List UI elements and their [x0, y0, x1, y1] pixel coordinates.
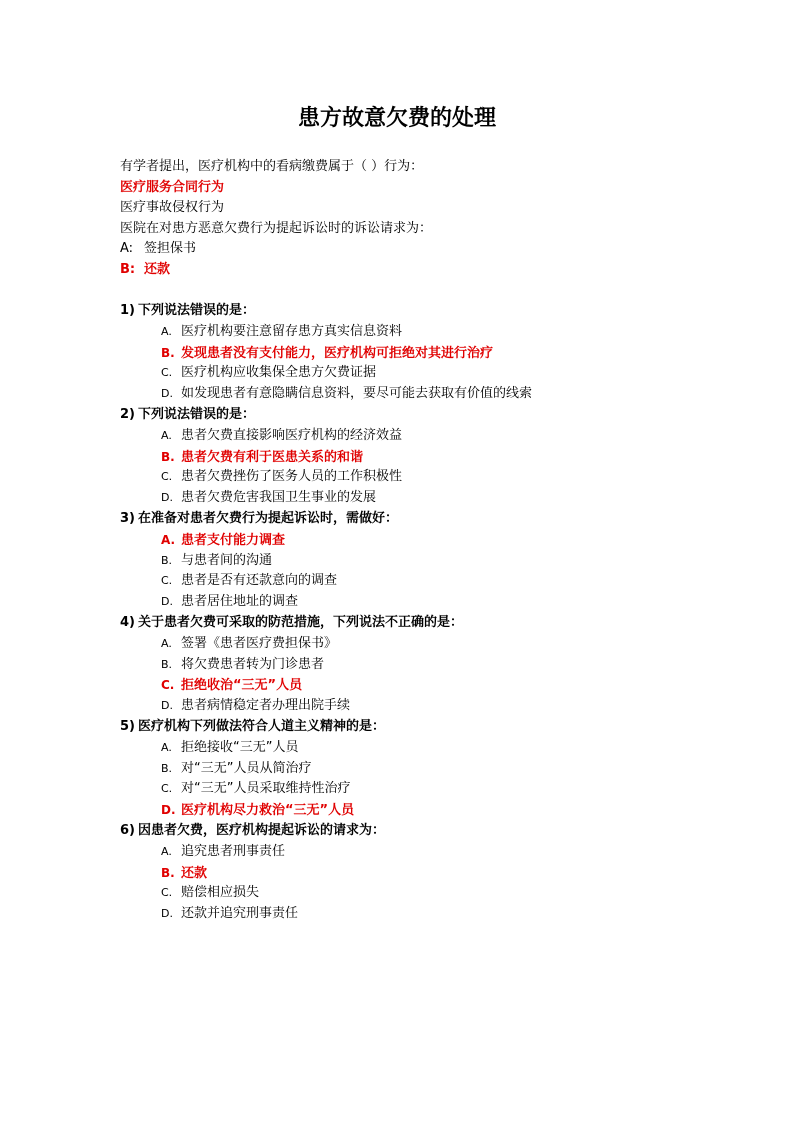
option-label: D.	[161, 803, 176, 818]
option-text: 对“三无”人员采取维持性治疗	[181, 781, 351, 797]
option-label: A.	[161, 324, 172, 338]
option-label: B:	[120, 261, 136, 277]
answer-option	[120, 363, 740, 384]
answer-option	[120, 384, 740, 405]
option-label: A:	[120, 241, 134, 256]
question-title	[120, 301, 740, 322]
option-text: 患者欠费直接影响医疗机构的经济效益	[181, 427, 403, 443]
intro-line: 医疗服务合同行为	[120, 179, 225, 195]
question-text: 关于患者欠费可采取的防范措施，下列说法不正确的是：	[138, 614, 464, 630]
option-text: 还款	[181, 865, 208, 881]
option-label: D.	[161, 699, 173, 713]
question-title	[120, 821, 740, 842]
question-number: 3)	[120, 510, 135, 526]
question-title	[120, 613, 740, 634]
answer-option	[120, 655, 740, 676]
option-label: C.	[161, 470, 173, 484]
option-label: C.	[161, 782, 173, 796]
option-label: D.	[161, 907, 173, 921]
question-text: 因患者欠费，医疗机构提起诉讼的请求为：	[138, 822, 386, 838]
answer-option-correct	[120, 863, 740, 884]
intro-line: 医院在对患方恶意欠费行为提起诉讼时的诉讼请求为：	[120, 220, 433, 236]
option-text: 还款并追究刑事责任	[181, 906, 299, 922]
answer-option	[120, 634, 740, 655]
option-label: D.	[161, 387, 173, 401]
answer-option	[120, 467, 740, 488]
option-text: 还款	[144, 261, 171, 277]
option-text: 患者欠费有利于医患关系的和谐	[181, 449, 364, 465]
answer-option	[120, 488, 740, 509]
option-text: 患者支付能力调查	[181, 532, 286, 548]
option-label: A.	[161, 740, 172, 754]
question-title	[120, 717, 740, 738]
option-label: C.	[161, 678, 175, 693]
intro-line: 医疗事故侵权行为	[120, 200, 225, 215]
option-text: 赔偿相应损失	[181, 885, 260, 901]
option-text: 将欠费患者转为门诊患者	[181, 656, 325, 672]
option-text: 追究患者刑事责任	[181, 843, 286, 859]
option-label: A.	[161, 636, 172, 650]
option-label: D.	[161, 595, 173, 609]
option-label: D.	[161, 491, 173, 505]
option-label: A.	[161, 428, 172, 442]
option-label: A.	[161, 844, 172, 858]
option-text: 患者居住地址的调查	[181, 594, 299, 610]
answer-option-correct	[120, 447, 740, 468]
option-text: 拒绝收治“三无”人员	[181, 678, 303, 694]
question-text: 医疗机构下列做法符合人道主义精神的是：	[138, 718, 386, 734]
option-text: 对“三无”人员从简治疗	[181, 760, 312, 776]
option-text: 如发现患者有意隐瞒信息资料，要尽可能去获取有价值的线索	[181, 386, 533, 402]
option-text: 发现患者没有支付能力，医疗机构可拒绝对其进行治疗	[181, 345, 494, 361]
document-body	[120, 157, 740, 925]
option-label: B.	[161, 657, 173, 671]
page-title: 患方故意欠费的处理	[297, 105, 496, 131]
intro-line: 有学者提出，医疗机构中的看病缴费属于（ ）行为：	[120, 159, 424, 174]
option-label: B.	[161, 865, 175, 880]
intro-option	[120, 260, 740, 281]
option-text: 医疗机构要注意留存患方真实信息资料	[181, 323, 403, 339]
question-number: 1)	[120, 303, 135, 318]
answer-option	[120, 738, 740, 759]
answer-option	[120, 696, 740, 717]
question-title	[120, 405, 740, 426]
option-label: B.	[161, 761, 173, 775]
option-text: 与患者间的沟通	[181, 552, 273, 568]
answer-option-correct	[120, 800, 740, 821]
answer-option	[120, 904, 740, 925]
intro-option	[120, 239, 740, 260]
answer-option-correct	[120, 530, 740, 551]
answer-option	[120, 571, 740, 592]
option-text: 医疗机构应收集保全患方欠费证据	[181, 365, 377, 381]
option-text: 患者欠费危害我国卫生事业的发展	[181, 490, 377, 506]
option-label: A.	[161, 532, 176, 547]
answer-option	[120, 842, 740, 863]
option-text: 签署《患者医疗费担保书》	[181, 635, 338, 651]
option-label: B.	[161, 553, 173, 567]
answer-option	[120, 426, 740, 447]
option-label: B.	[161, 449, 175, 464]
option-label: C.	[161, 886, 173, 900]
option-label: C.	[161, 366, 173, 380]
option-text: 拒绝接收“三无”人员	[181, 739, 299, 755]
option-text: 医疗机构尽力救治“三无”人员	[181, 803, 355, 819]
question-text: 下列说法错误的是：	[138, 406, 256, 422]
question-title	[120, 509, 740, 530]
question-text: 下列说法错误的是：	[138, 303, 256, 318]
question-text: 在准备对患者欠费行为提起诉讼时，需做好：	[138, 510, 399, 526]
answer-option	[120, 322, 740, 343]
option-text: 患者是否有还款意向的调查	[181, 573, 338, 589]
question-number: 2)	[120, 406, 135, 422]
answer-option	[120, 592, 740, 613]
blank-line	[120, 280, 740, 301]
question-number: 6)	[120, 822, 135, 838]
option-label: C.	[161, 574, 173, 588]
answer-option	[120, 759, 740, 780]
question-number: 4)	[120, 614, 135, 630]
answer-option	[120, 779, 740, 800]
answer-option-correct	[120, 343, 740, 364]
question-number: 5)	[120, 718, 135, 734]
answer-option	[120, 883, 740, 904]
option-text: 签担保书	[144, 241, 197, 256]
answer-option	[120, 551, 740, 572]
answer-option-correct	[120, 675, 740, 696]
option-text: 患者欠费挫伤了医务人员的工作积极性	[181, 469, 403, 485]
option-label: B.	[161, 345, 175, 360]
option-text: 患者病情稳定者办理出院手续	[181, 698, 351, 714]
